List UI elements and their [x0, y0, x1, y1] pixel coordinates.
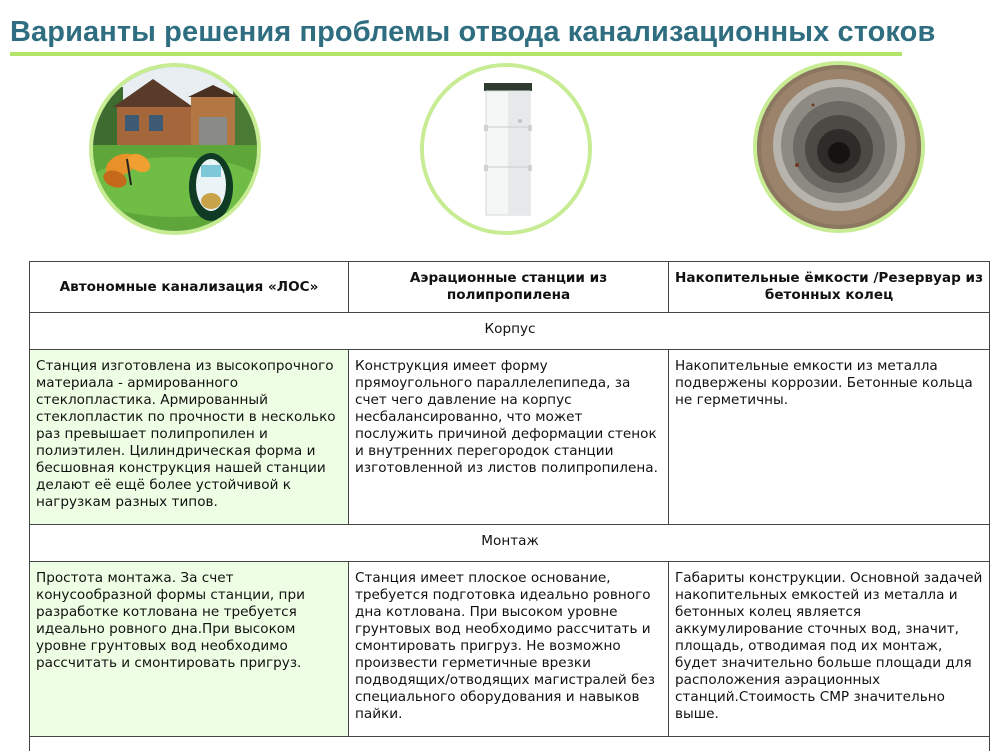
comparison-table — [29, 261, 990, 751]
title-underline — [10, 52, 902, 56]
table-row-cutoff — [30, 737, 990, 751]
page-title: Варианты решения проблемы отвода канализационных стоков — [10, 16, 936, 48]
section-label-mounting: Монтаж — [30, 525, 990, 562]
concrete-well-illustration — [757, 65, 921, 229]
cell-body-los: Станция изготовлена из высокопрочного материала - армированного стеклопластика. Армированный стеклопластик по прочности в несколько раз превышает полипропилен и полиэтилен. Цилиндрическая форма и бесшовная конструкция нашей станции делают её ещё более устойчивой к нагрузкам разных типов. — [30, 350, 349, 525]
cell-body-storage: Накопительные емкости из металла подвержены коррозии. Бетонные кольца не герметичны. — [669, 350, 990, 525]
table-row — [30, 562, 990, 737]
table-row — [30, 350, 990, 525]
cell-body-aeration: Конструкция имеет форму прямоугольного параллелепипеда, за счет чего давление на корпус несбалансированно, что может послужить причиной деформации стенок и внутренних перегородок станции изготовленной из листов полипропилена. — [349, 350, 669, 525]
section-row-body — [30, 313, 990, 350]
house-septic-butterfly-image — [89, 63, 261, 235]
table-header-row — [30, 262, 990, 313]
aeration-station-illustration — [424, 67, 588, 231]
aeration-station-image — [420, 63, 592, 235]
section-row-mounting — [30, 525, 990, 562]
cell-mounting-storage: Габариты конструкции. Основной задачей накопительных емкостей из металла и бетонных колец является аккумулирование сточных вод, значит, площадь, отводимая под их монтаж, будет значительно больше площади для расположения аэрационных станций.Стоимость СМР значительно выше. — [669, 562, 990, 737]
section-label-body: Корпус — [30, 313, 990, 350]
cell-mounting-los: Простота монтажа. За счет конусообразной формы станции, при разработке котлована не требуется идеально ровного дна.При высоком уровне грунтовых вод необходимо рассчитать и смонтировать пригруз. — [30, 562, 349, 737]
concrete-well-image — [753, 61, 925, 233]
header-storage: Накопительные ёмкости /Резервуар из бетонных колец — [669, 262, 990, 313]
header-los: Автономные канализация «ЛОС» — [30, 262, 349, 313]
header-aeration: Аэрационные станции из полипропилена — [349, 262, 669, 313]
house-septic-illustration — [93, 67, 257, 231]
cell-mounting-aeration: Станция имеет плоское основание, требуется подготовка идеально ровного дна котлована. При высоком уровне грунтовых вод необходимо рассчитать и смонтировать пригруз. Не возможно произвести герметичные врезки подводящих/отводящих магистралей без специального оборудования и навыков пайки. — [349, 562, 669, 737]
cutoff-cell — [30, 737, 990, 751]
title-block — [10, 14, 935, 56]
